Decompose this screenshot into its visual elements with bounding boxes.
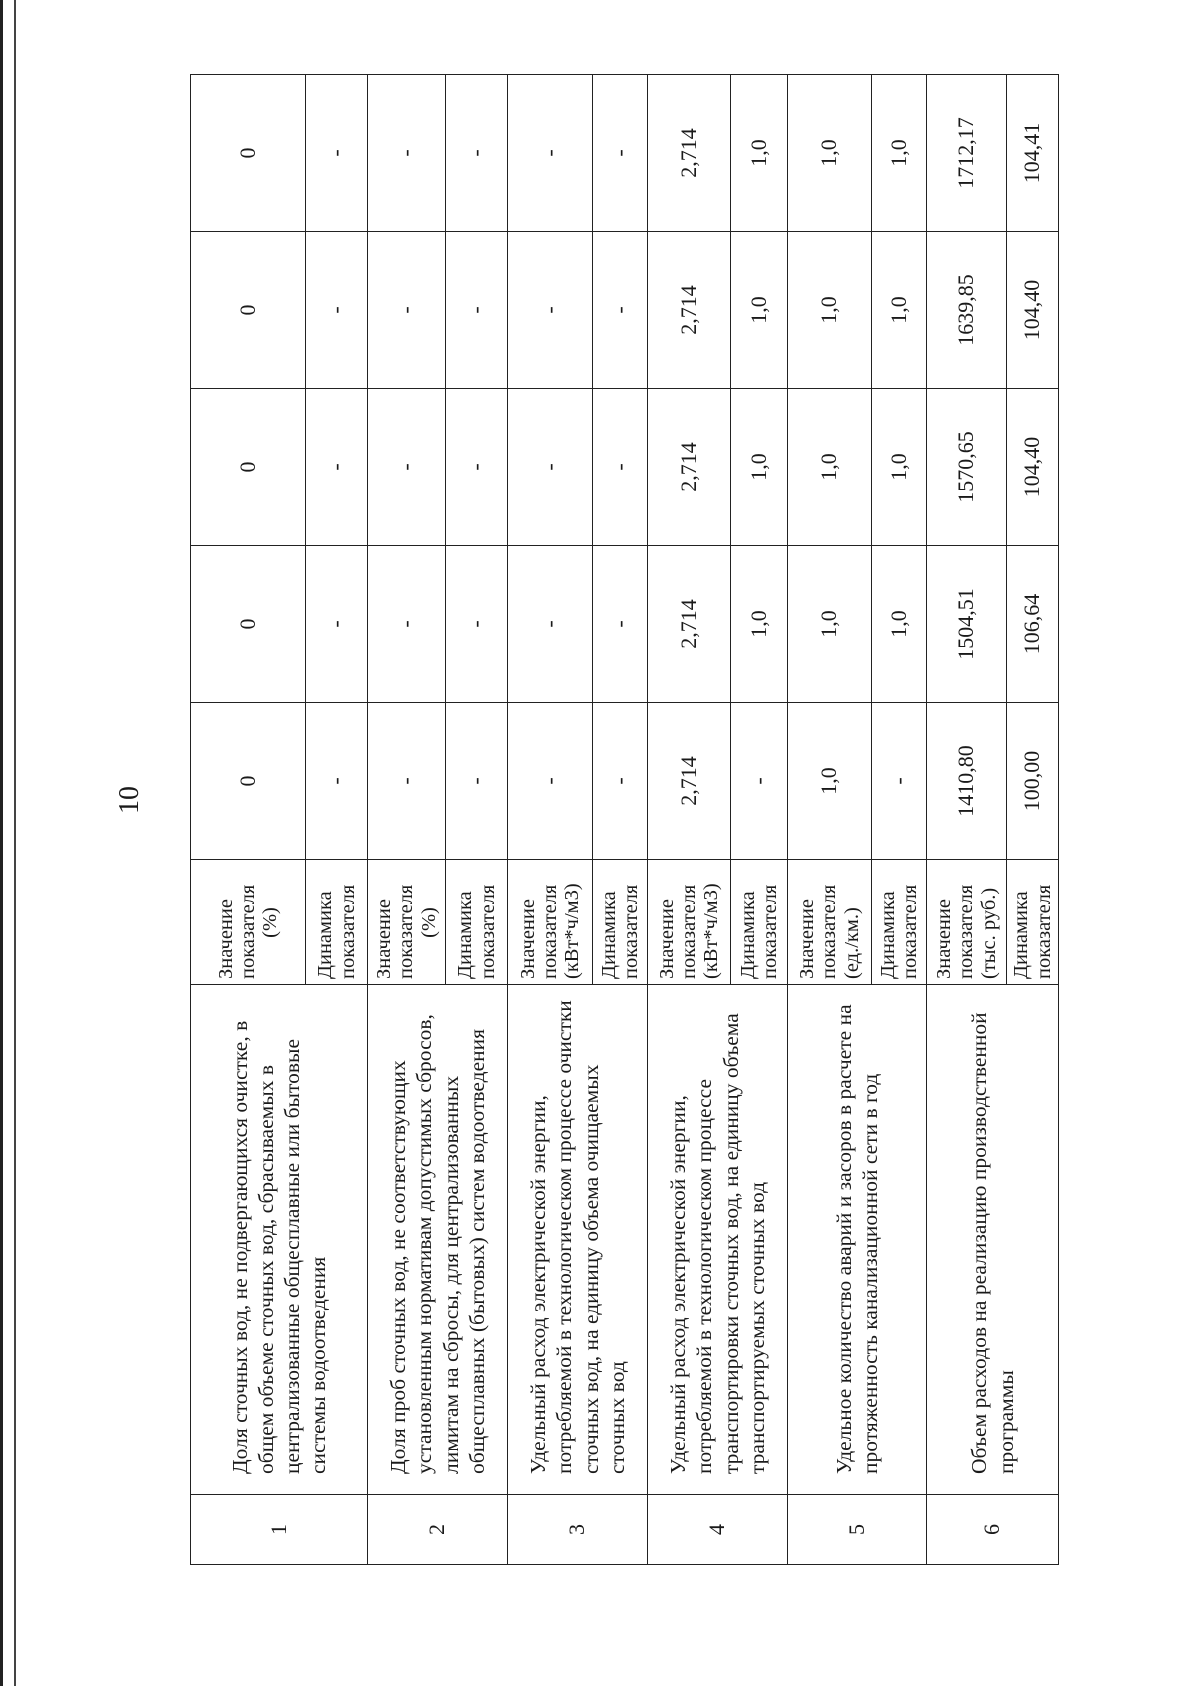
row-number: 1 [191, 1495, 368, 1565]
table-row [927, 75, 1007, 1565]
indicator-description: Доля проб сточных вод, не соответствующих установленным нормативам допустимых сбросов, лимитам на сбросы, для централизованных общесплавных (бытовых) систем водоотведения [368, 985, 508, 1495]
dynamics-label: Динамика показателя [872, 860, 927, 985]
table-row [368, 75, 446, 1565]
row-number: 2 [368, 1495, 508, 1565]
value-cell: - [368, 232, 446, 389]
dynamics-cell: 1,0 [872, 75, 927, 232]
value-cell: 1639,85 [927, 232, 1007, 389]
value-label: Значение показателя (%) [368, 860, 446, 985]
dynamics-cell: 104,40 [1007, 232, 1059, 389]
value-label: Значение показателя (кВт*ч/м3) [648, 860, 731, 985]
value-cell: 0 [191, 546, 306, 703]
value-cell: 2,714 [648, 232, 731, 389]
dynamics-cell: 1,0 [872, 232, 927, 389]
value-cell: - [508, 75, 593, 232]
dynamics-cell: 100,00 [1007, 703, 1059, 860]
dynamics-cell: 104,40 [1007, 389, 1059, 546]
value-cell: 0 [191, 703, 306, 860]
value-cell: - [368, 75, 446, 232]
dynamics-cell: - [306, 75, 368, 232]
dynamics-cell: 104,41 [1007, 75, 1059, 232]
dynamics-label: Динамика показателя [593, 860, 648, 985]
indicator-description: Объем расходов на реализацию производственной программы [927, 985, 1059, 1495]
value-cell: 0 [191, 232, 306, 389]
dynamics-cell: - [446, 389, 508, 546]
dynamics-cell: - [306, 389, 368, 546]
row-number: 5 [788, 1495, 927, 1565]
dynamics-cell: - [593, 75, 648, 232]
dynamics-cell: - [446, 546, 508, 703]
value-cell: 1,0 [788, 703, 872, 860]
value-label: Значение показателя (ед./км.) [788, 860, 872, 985]
table-row [191, 75, 306, 1565]
dynamics-cell: 1,0 [872, 389, 927, 546]
dynamics-cell: - [306, 232, 368, 389]
value-cell: 1712,17 [927, 75, 1007, 232]
dynamics-label: Динамика показателя [1007, 860, 1059, 985]
value-cell: 0 [191, 75, 306, 232]
value-cell: 2,714 [648, 703, 731, 860]
value-cell: 1,0 [788, 389, 872, 546]
rotated-table-container [190, 75, 1058, 1565]
table-row [648, 75, 731, 1565]
dynamics-cell: - [593, 232, 648, 389]
indicators-table [190, 74, 1059, 1565]
indicator-description: Удельное количество аварий и засоров в расчете на протяженность канализационной сети в год [788, 985, 927, 1495]
dynamics-cell: - [731, 703, 788, 860]
value-cell: 2,714 [648, 546, 731, 703]
value-cell: - [368, 703, 446, 860]
indicator-description: Доля сточных вод, не подвергающихся очистке, в общем объеме сточных вод, сбрасываемых в централизованные общесплавные или бытовые системы водоотведения [191, 985, 368, 1495]
dynamics-cell: - [593, 703, 648, 860]
dynamics-cell: 1,0 [731, 389, 788, 546]
value-label: Значение показателя (кВт*ч/м3) [508, 860, 593, 985]
page-left-edge [0, 0, 3, 1686]
row-number: 3 [508, 1495, 648, 1565]
dynamics-cell: 1,0 [872, 546, 927, 703]
dynamics-cell: - [446, 703, 508, 860]
value-cell: 1,0 [788, 232, 872, 389]
dynamics-cell: - [872, 703, 927, 860]
table-row [788, 75, 872, 1565]
dynamics-label: Динамика показателя [446, 860, 508, 985]
dynamics-cell: 1,0 [731, 546, 788, 703]
value-cell: 1504,51 [927, 546, 1007, 703]
value-cell: 2,714 [648, 389, 731, 546]
dynamics-cell: - [446, 232, 508, 389]
indicator-description: Удельный расход электрической энергии, потребляемой в технологическом процессе транспортировки сточных вод, на единицу объема транспортируемых сточных вод [648, 985, 788, 1495]
value-cell: 0 [191, 389, 306, 546]
dynamics-cell: 1,0 [731, 232, 788, 389]
dynamics-cell: - [593, 389, 648, 546]
dynamics-cell: - [593, 546, 648, 703]
value-cell: - [508, 546, 593, 703]
value-cell: 2,714 [648, 75, 731, 232]
value-cell: - [508, 232, 593, 389]
value-cell: - [508, 389, 593, 546]
page-number: 10 [114, 786, 145, 814]
value-cell: 1,0 [788, 75, 872, 232]
value-cell: 1570,65 [927, 389, 1007, 546]
value-cell: 1,0 [788, 546, 872, 703]
dynamics-cell: 106,64 [1007, 546, 1059, 703]
row-number: 6 [927, 1495, 1059, 1565]
value-cell: - [368, 546, 446, 703]
dynamics-label: Динамика показателя [306, 860, 368, 985]
value-label: Значение показателя (тыс. руб.) [927, 860, 1007, 985]
indicator-description: Удельный расход электрической энергии, потребляемой в технологическом процессе очистки сточных вод, на единицу объема очищаемых сточных вод [508, 985, 648, 1495]
dynamics-cell: - [306, 703, 368, 860]
value-cell: - [508, 703, 593, 860]
dynamics-cell: 1,0 [731, 75, 788, 232]
value-label: Значение показателя (%) [191, 860, 306, 985]
dynamics-label: Динамика показателя [731, 860, 788, 985]
dynamics-cell: - [306, 546, 368, 703]
dynamics-cell: - [446, 75, 508, 232]
page-left-edge-line [14, 0, 16, 1686]
table-row [508, 75, 593, 1565]
value-cell: - [368, 389, 446, 546]
value-cell: 1410,80 [927, 703, 1007, 860]
row-number: 4 [648, 1495, 788, 1565]
